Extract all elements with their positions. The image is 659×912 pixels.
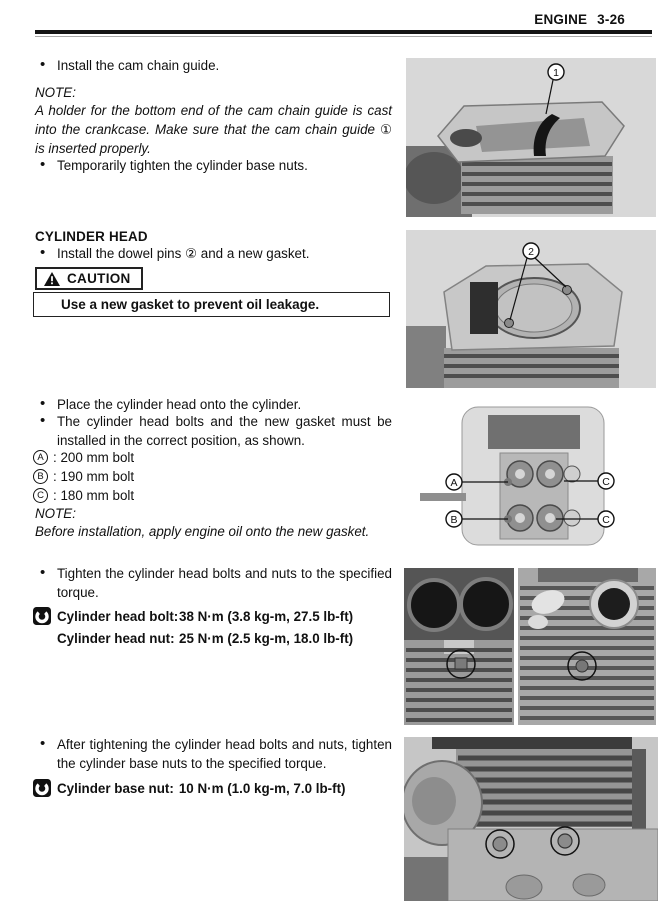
torque-row-head-nut: [57, 628, 413, 650]
bolt-row-c: [33, 486, 333, 505]
circled-letter-b: B: [33, 469, 48, 484]
torque-head-bolt-label: Cylinder head bolt:: [57, 609, 179, 624]
cam-chain: [450, 129, 482, 147]
step-install-cam-chain-guide: • Install the cam chain guide.: [35, 57, 392, 76]
torque-spec-base: [33, 778, 413, 800]
figure-cam-chain-guide: [406, 58, 656, 217]
figure-cylinder-base-nuts: [404, 737, 658, 901]
intake-port: [461, 579, 511, 629]
torque-head-nut-value: 25 N·m (2.5 kg-m, 18.0 lb-ft): [179, 630, 354, 646]
figure-dowel-pins: [406, 230, 656, 388]
note1-label: NOTE:: [35, 85, 76, 100]
step-temporarily-tighten: • Temporarily tighten the cylinder base nuts.: [35, 157, 392, 176]
torque-base-nut-label: Cylinder base nut:: [57, 781, 174, 796]
step-tighten-head-bolts: • Tighten the cylinder head bolts and nuts to the specified torque.: [35, 565, 392, 602]
caution-message-box: Use a new gasket to prevent oil leakage.: [33, 292, 390, 317]
crankcase: [448, 829, 658, 901]
bolt-row-b: [33, 467, 333, 486]
bolt-length-a: : 200 mm bolt: [53, 450, 135, 465]
step-install-dowel-pins: • Install the dowel pins ② and a new gasket.: [35, 245, 392, 264]
header-rule-shadow: [35, 36, 652, 37]
base-nut: [493, 837, 507, 851]
step-place-head: • Place the cylinder head onto the cylinder.: [35, 396, 392, 415]
note2-label: NOTE:: [35, 506, 76, 521]
step-bolt-position: • The cylinder head bolts and the new gasket must be installed in the correct position, as shown.: [35, 413, 392, 450]
caution-label: CAUTION: [67, 271, 131, 286]
head-nut: [576, 660, 588, 672]
header-rule: [35, 30, 652, 34]
note1-body: A holder for the bottom end of the cam chain guide is cast into the crankcase. Make sure that the cam chain guide ① is inserted properly.: [35, 103, 392, 156]
base-nut: [558, 834, 572, 848]
bolt-row-a: [33, 448, 333, 467]
intake-port: [409, 580, 459, 630]
caution-badge: [35, 267, 143, 290]
page-header-title: ENGINE 3-26: [534, 12, 625, 27]
head-nut: [455, 658, 467, 669]
bolt-length-b: : 190 mm bolt: [53, 469, 135, 484]
dowel-pin: [505, 319, 514, 328]
warning-triangle-icon: [44, 272, 60, 286]
torque-head-bolt-value: 38 N·m (3.8 kg-m, 27.5 lb-ft): [179, 609, 354, 624]
step-tighten-base-nuts: • After tightening the cylinder head bolts and nuts, tighten the cylinder base nuts to the specified torque.: [35, 736, 392, 773]
torque-row-head-bolt: [57, 606, 413, 628]
dowel-pin: [563, 286, 572, 295]
circled-letter-c: C: [33, 488, 48, 503]
torque-row-base-nut: [57, 778, 413, 800]
torque-wrench-icon: [33, 607, 51, 630]
bolt-length-list: [33, 448, 333, 505]
figure-head-bolt-positions: [404, 395, 657, 555]
figure-head-intake-side: [404, 568, 514, 725]
bolt-length-c: : 180 mm bolt: [53, 488, 135, 503]
torque-head-nut-label: Cylinder head nut:: [57, 630, 175, 646]
section-heading-cylinder-head: CYLINDER HEAD: [35, 229, 148, 244]
torque-base-nut-value: 10 N·m (1.0 kg-m, 7.0 lb-ft): [178, 781, 346, 796]
callout-c1-label: C: [602, 475, 610, 488]
callout-c2-label: C: [602, 513, 610, 526]
torque-wrench-icon: [33, 779, 51, 802]
callout-1-label: 1: [553, 66, 559, 79]
figure-head-exhaust-side: [518, 568, 656, 725]
exhaust-port: [598, 588, 630, 620]
callout-2-label: 2: [528, 245, 534, 258]
cam-chain-tunnel: [470, 282, 498, 334]
note2-body: Before installation, apply engine oil onto the new gasket.: [35, 524, 370, 539]
circled-letter-a: A: [33, 450, 48, 465]
callout-a-label: A: [450, 476, 458, 489]
callout-b-label: B: [450, 513, 458, 526]
torque-spec-head: [33, 606, 413, 649]
